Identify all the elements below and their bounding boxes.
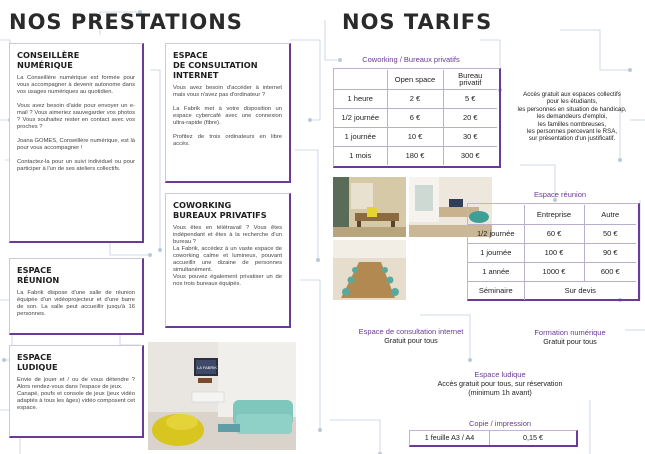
cell: 600 € bbox=[584, 262, 636, 281]
cell: 6 € bbox=[387, 108, 443, 127]
row-label: 1 journée bbox=[334, 127, 387, 146]
cell: 10 € bbox=[387, 127, 443, 146]
meeting-room-photo bbox=[333, 240, 406, 300]
row-label: 1 heure bbox=[334, 89, 387, 108]
cell: 30 € bbox=[443, 127, 497, 146]
row-label: 1/2 journée bbox=[468, 224, 524, 243]
table-row bbox=[334, 89, 497, 108]
formation-tarif-value: Gratuit pour tous bbox=[543, 337, 597, 346]
reunion-tarif-title: Espace réunion bbox=[533, 190, 587, 199]
row-label: 1 journée bbox=[468, 243, 524, 262]
table-row bbox=[468, 262, 636, 281]
copie-tarif-title: Copie / impression bbox=[468, 419, 532, 428]
coworking-tarif-title: Coworking / Bureaux privatifs bbox=[362, 55, 460, 64]
prestations-heading: NOS PRESTATIONS bbox=[9, 10, 243, 34]
row-label: 1 mois bbox=[334, 146, 387, 165]
coworking-table bbox=[334, 70, 497, 165]
cell: 90 € bbox=[584, 243, 636, 262]
coworking-header-0: Open space bbox=[387, 70, 443, 89]
ludique-tarif-value: Accès gratuit pour tous, sur réservation (minimum 1h avant) bbox=[437, 379, 563, 397]
copie-label: 1 feuille A3 / A4 bbox=[410, 431, 490, 445]
table-row bbox=[334, 108, 497, 127]
seminar-label: Séminaire bbox=[468, 281, 524, 300]
reunion-body: La Fabrik dispose d'une salle de réunion équipée d'un vidéoprojecteur et d'une barre de son. La salle peut accueillir jusqu'à 16 personnes. bbox=[17, 290, 135, 317]
seminar-value: Sur devis bbox=[564, 286, 596, 296]
coworking-header-1: Bureau privatif bbox=[443, 70, 497, 89]
cell: 5 € bbox=[443, 89, 497, 108]
game-room-photo bbox=[148, 342, 296, 450]
consultation-body: Vous avez besoin d'accéder à internet mais vous n'avez pas d'ordinateur ? La Fabrik met à votre disposition un espace cybercafé avec une connexion ultra-rapide (fibre). Profitez de trois ordinateurs en libre accès. bbox=[173, 85, 282, 147]
reunion-card bbox=[9, 258, 144, 335]
office-photo-1 bbox=[333, 177, 406, 237]
table-row bbox=[334, 127, 497, 146]
cell: 300 € bbox=[443, 146, 497, 165]
conseillere-card bbox=[9, 43, 144, 243]
consultation-card bbox=[165, 43, 291, 183]
cell: 20 € bbox=[443, 108, 497, 127]
cell: 2 € bbox=[387, 89, 443, 108]
ludique-title: ESPACE LUDIQUE bbox=[17, 352, 58, 372]
ludique-card bbox=[9, 345, 144, 438]
table-row bbox=[468, 243, 636, 262]
table-row bbox=[468, 224, 636, 243]
conseillere-title: CONSEILLÈRE NUMÉRIQUE bbox=[17, 50, 80, 70]
table-row bbox=[334, 146, 497, 165]
coworking-body: Vous êtes en télétravail ? Vous êtes indépendant et êtes à la recherche d'un bureau ? La Fabrik, accédez à un vaste espace de coworking calme et lumineux, pouvant accueillir une dizaine de personnes simultanément. Vous pouvez également privatiser un de nos trois bureaux équipés. bbox=[173, 225, 282, 287]
reunion-header-1: Autre bbox=[584, 205, 636, 224]
cell: 1000 € bbox=[524, 262, 584, 281]
coworking-card bbox=[165, 193, 291, 328]
tarifs-heading: NOS TARIFS bbox=[342, 10, 493, 34]
formation-tarif-title: Formation numérique bbox=[534, 328, 606, 337]
reunion-header-0: Entreprise bbox=[524, 205, 584, 224]
tv-brand-label: LA FABRIK bbox=[197, 365, 218, 370]
conseillere-body: La Conseillère numérique est formée pour vous accompagner à devenir autonome dans vos usages numériques au quotidien. Vous avez besoin d'aide pour envoyer un e-mail ? Vous aimeriez sauvegarder vos photos ? Vous souhaitez rester en contact avec vos proches ? Joana GOMES, Conseillère numérique, est là pour vous accompagner ! Contactez-la pour un suivi individuel ou pour participer à l'un de ses ateliers collectifs. bbox=[17, 75, 135, 172]
ludique-tarif-title: Espace ludique bbox=[474, 370, 526, 379]
cell: 180 € bbox=[405, 151, 425, 161]
consultation-tarif-value: Gratuit pour tous bbox=[384, 336, 438, 345]
table-row bbox=[468, 281, 636, 300]
row-label: 1 année bbox=[468, 262, 524, 281]
ludique-body: Envie de jouer et / ou de vous détendre ? Alors rendez-vous dans l'espace de jeux. Canapé, poufs et console de jeux (jeux vidéo adaptés à tous les âges) vidéo composent cet espace. bbox=[17, 377, 135, 411]
cell: 50 € bbox=[584, 224, 636, 243]
reunion-table bbox=[468, 205, 636, 300]
cell: 60 € bbox=[524, 224, 584, 243]
row-label: 1/2 journée bbox=[334, 108, 387, 127]
cell: 100 € bbox=[524, 243, 584, 262]
consultation-tarif-title: Espace de consultation internet bbox=[358, 327, 464, 336]
copie-value: 0,15 € bbox=[523, 433, 543, 442]
reunion-title: ESPACE RÉUNION bbox=[17, 265, 60, 285]
free-access-note: Accès gratuit aux espaces collectifs pour les étudiants, les personnes en situation de handicap, les demandeurs d'emploi, les familles nombreuses, les personnes percevant le RSA, sur présentation d'un justificatif. bbox=[517, 91, 627, 143]
consultation-title: ESPACE DE CONSULTATION INTERNET bbox=[173, 50, 258, 80]
coworking-title: COWORKING BUREAUX PRIVATIFS bbox=[173, 200, 267, 220]
